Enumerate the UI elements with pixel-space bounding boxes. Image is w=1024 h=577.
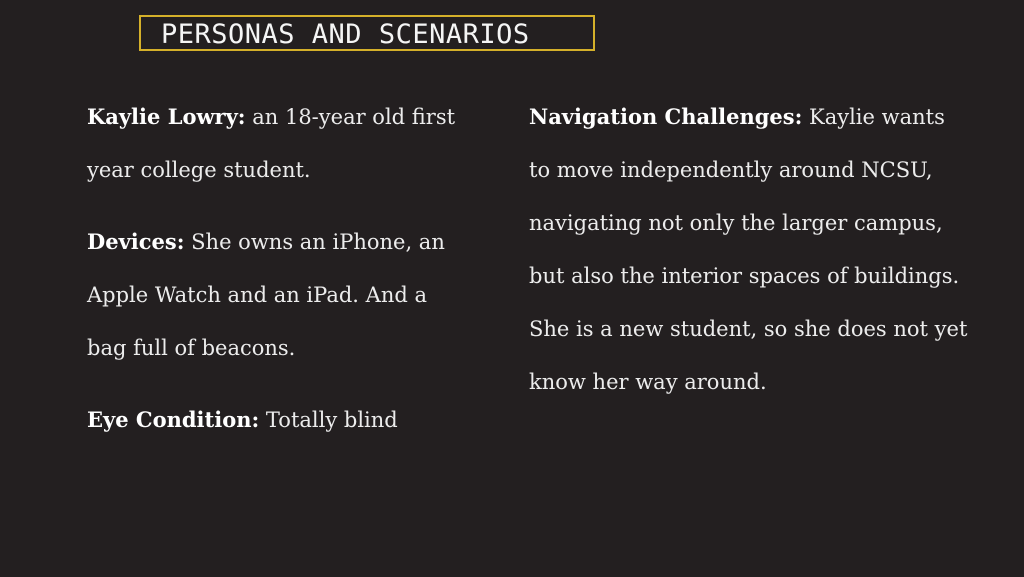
navigation-challenges-label: Navigation Challenges:: [529, 104, 803, 129]
left-column: [87, 90, 467, 447]
slide-title: PERSONAS AND SCENARIOS: [161, 19, 530, 50]
eye-condition-text: Totally blind: [259, 408, 398, 432]
title-box: [139, 15, 595, 51]
eye-condition-paragraph: [87, 393, 467, 447]
devices-text: She owns an iPhone, an Apple Watch and an iPad. And a bag full of beacons.: [87, 230, 445, 360]
devices-paragraph: [87, 215, 467, 375]
eye-condition-label: Eye Condition:: [87, 407, 260, 432]
navigation-challenges-text: Kaylie wants to move independently around NCSU, navigating not only the larger campus, but also the interior spaces of buildings. She is a new student, so she does not yet know her way around.: [529, 105, 968, 394]
devices-label: Devices:: [87, 229, 185, 254]
persona-paragraph: [87, 90, 467, 197]
right-column: [529, 90, 969, 409]
persona-label: Kaylie Lowry:: [87, 104, 246, 129]
persona-text: an 18-year old first year college student.: [87, 105, 456, 182]
navigation-challenges-paragraph: [529, 90, 969, 409]
